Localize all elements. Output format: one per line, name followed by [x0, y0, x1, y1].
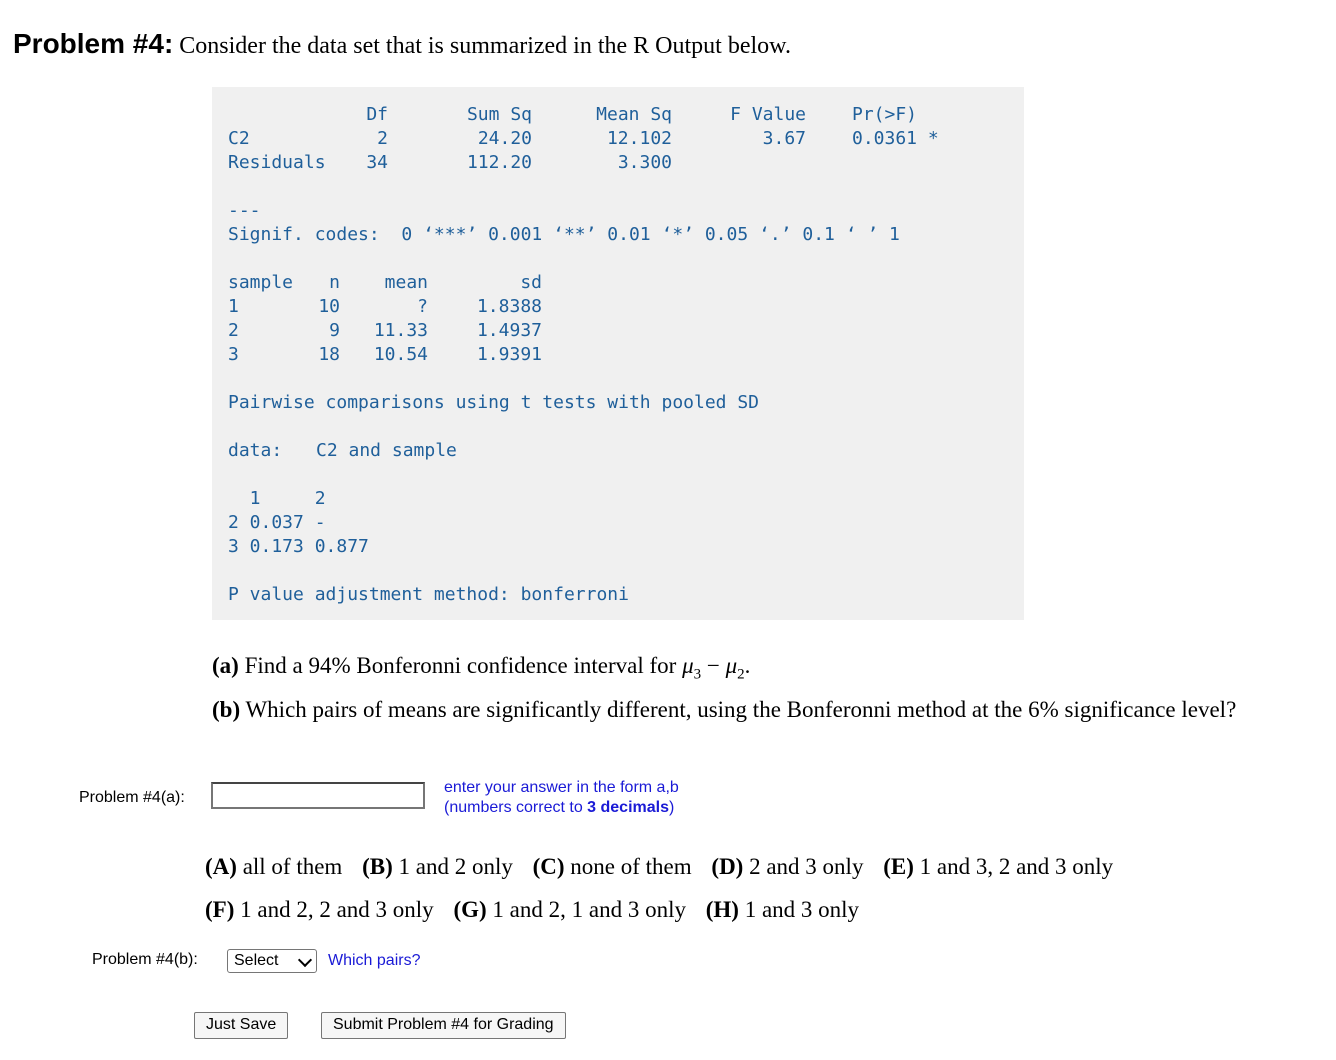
option-text: 1 and 2, 1 and 3 only: [492, 897, 686, 922]
anova-cell-sumsq: 24.20: [477, 128, 532, 149]
anova-header-pvalue: Pr(>F): [852, 104, 918, 125]
summary-cell-n: 10: [318, 296, 340, 317]
summary-header-mean: mean: [384, 272, 428, 293]
summary-cell-mean: 10.54: [373, 344, 428, 365]
option-text: 1 and 2 only: [398, 854, 513, 879]
problem-label: Problem #4:: [13, 28, 174, 59]
question-a: [212, 653, 750, 684]
option-text: all of them: [242, 854, 343, 879]
anova-cell-meansq: 12.102: [606, 128, 672, 149]
anova-header-fvalue: F Value: [730, 104, 806, 125]
problem-heading: [13, 28, 791, 60]
question-b-tag: (b): [212, 697, 241, 722]
anova-header-meansq: Mean Sq: [596, 104, 672, 125]
option-text: 1 and 3, 2 and 3 only: [919, 854, 1114, 879]
anova-cell-sumsq: 112.20: [466, 152, 532, 173]
answer-a-label: Problem #4(a):: [79, 789, 185, 806]
anova-row-name: C2: [228, 128, 250, 149]
answer-a-hint: [444, 778, 679, 818]
option-text: 1 and 3 only: [744, 897, 860, 922]
anova-cell-df: 34: [366, 152, 388, 173]
question-a-tag: (a): [212, 653, 239, 678]
summary-cell-sd: 1.4937: [476, 320, 542, 341]
summary-header-sd: sd: [520, 272, 542, 293]
anova-header-sumsq: Sum Sq: [466, 104, 532, 125]
anova-cell-fvalue: 3.67: [762, 128, 806, 149]
summary-cell-sample: 2: [228, 320, 239, 341]
option: [533, 854, 692, 879]
pairwise-matrix-row: 3 0.173 0.877: [228, 536, 369, 557]
summary-cell-n: 9: [329, 320, 340, 341]
option: [883, 854, 1113, 879]
option-tag: (H): [705, 897, 739, 922]
summary-cell-mean: 11.33: [373, 320, 428, 341]
submit-button[interactable]: Submit Problem #4 for Grading: [321, 1012, 566, 1039]
option-tag: (E): [883, 854, 914, 879]
summary-cell-mean: ?: [417, 296, 428, 317]
mu-symbol: μ: [682, 653, 694, 678]
summary-cell-sample: 1: [228, 296, 239, 317]
option: [453, 897, 686, 922]
question-b: [212, 697, 1236, 723]
mu-subscript: 3: [693, 666, 702, 683]
pairwise-matrix-row: 2 0.037 -: [228, 512, 326, 533]
chevron-down-icon: [298, 953, 312, 967]
summary-cell-sample: 3: [228, 344, 239, 365]
pairwise-data-value: C2 and sample: [316, 440, 457, 461]
option-text: 2 and 3 only: [749, 854, 864, 879]
summary-cell-sd: 1.9391: [476, 344, 542, 365]
just-save-button[interactable]: Just Save: [194, 1012, 288, 1039]
question-a-text: Find a 94% Bonferonni confidence interval for: [244, 653, 677, 678]
anova-row-name: Residuals: [228, 152, 326, 173]
option-tag: (G): [453, 897, 487, 922]
option-text: none of them: [570, 854, 692, 879]
answer-a-input[interactable]: [211, 782, 425, 809]
which-pairs-link[interactable]: Which pairs?: [328, 952, 421, 969]
pairwise-data-label: data:: [228, 440, 283, 461]
option: [711, 854, 863, 879]
options-line-1: [205, 854, 1127, 880]
option-text: 1 and 2, 2 and 3 only: [240, 897, 434, 922]
period: .: [744, 653, 751, 678]
select-value: Select: [234, 952, 279, 969]
hint-text: ): [668, 799, 675, 816]
hint-line-1: enter your answer in the form a,b: [444, 779, 679, 796]
option-tag: (B): [362, 854, 393, 879]
option: [706, 897, 859, 922]
hint-text: (numbers correct to: [444, 799, 588, 816]
option: [205, 897, 434, 922]
r-separator: ---: [228, 200, 261, 221]
option-tag: (A): [205, 854, 237, 879]
answer-b-select[interactable]: [227, 949, 317, 973]
option-tag: (C): [532, 854, 565, 879]
option: [205, 854, 342, 879]
option-tag: (D): [711, 854, 744, 879]
mu-symbol: μ: [725, 653, 738, 678]
summary-header-sample: sample: [228, 272, 294, 293]
anova-cell-df: 2: [377, 128, 388, 149]
signif-codes: Signif. codes: 0 ‘***’ 0.001 ‘**’ 0.01 ‘*’ 0.05 ‘.’ 0.1 ‘ ’ 1: [228, 224, 900, 245]
pairwise-adjust-method: P value adjustment method: bonferroni: [228, 584, 629, 605]
answer-b-label: Problem #4(b):: [92, 951, 198, 968]
hint-decimals: 3 decimals: [587, 799, 669, 816]
anova-header-df: Df: [366, 104, 388, 125]
question-b-text: Which pairs of means are significantly different, using the Bonferonni method at the 6% significance level?: [245, 697, 1237, 722]
minus-sign: −: [701, 653, 726, 678]
option: [362, 854, 513, 879]
anova-cell-pvalue: 0.0361 *: [852, 128, 939, 149]
mu-subscript: 2: [737, 666, 745, 683]
options-line-2: [205, 897, 873, 923]
option-tag: (F): [205, 897, 235, 922]
pairwise-title: Pairwise comparisons using t tests with pooled SD: [228, 392, 760, 413]
hint-line-2: [444, 798, 679, 818]
problem-intro: Consider the data set that is summarized in the R Output below.: [179, 33, 791, 59]
summary-header-n: n: [329, 272, 340, 293]
summary-cell-n: 18: [318, 344, 340, 365]
anova-cell-meansq: 3.300: [617, 152, 672, 173]
pairwise-matrix-row: 1 2: [228, 488, 326, 509]
summary-cell-sd: 1.8388: [476, 296, 542, 317]
